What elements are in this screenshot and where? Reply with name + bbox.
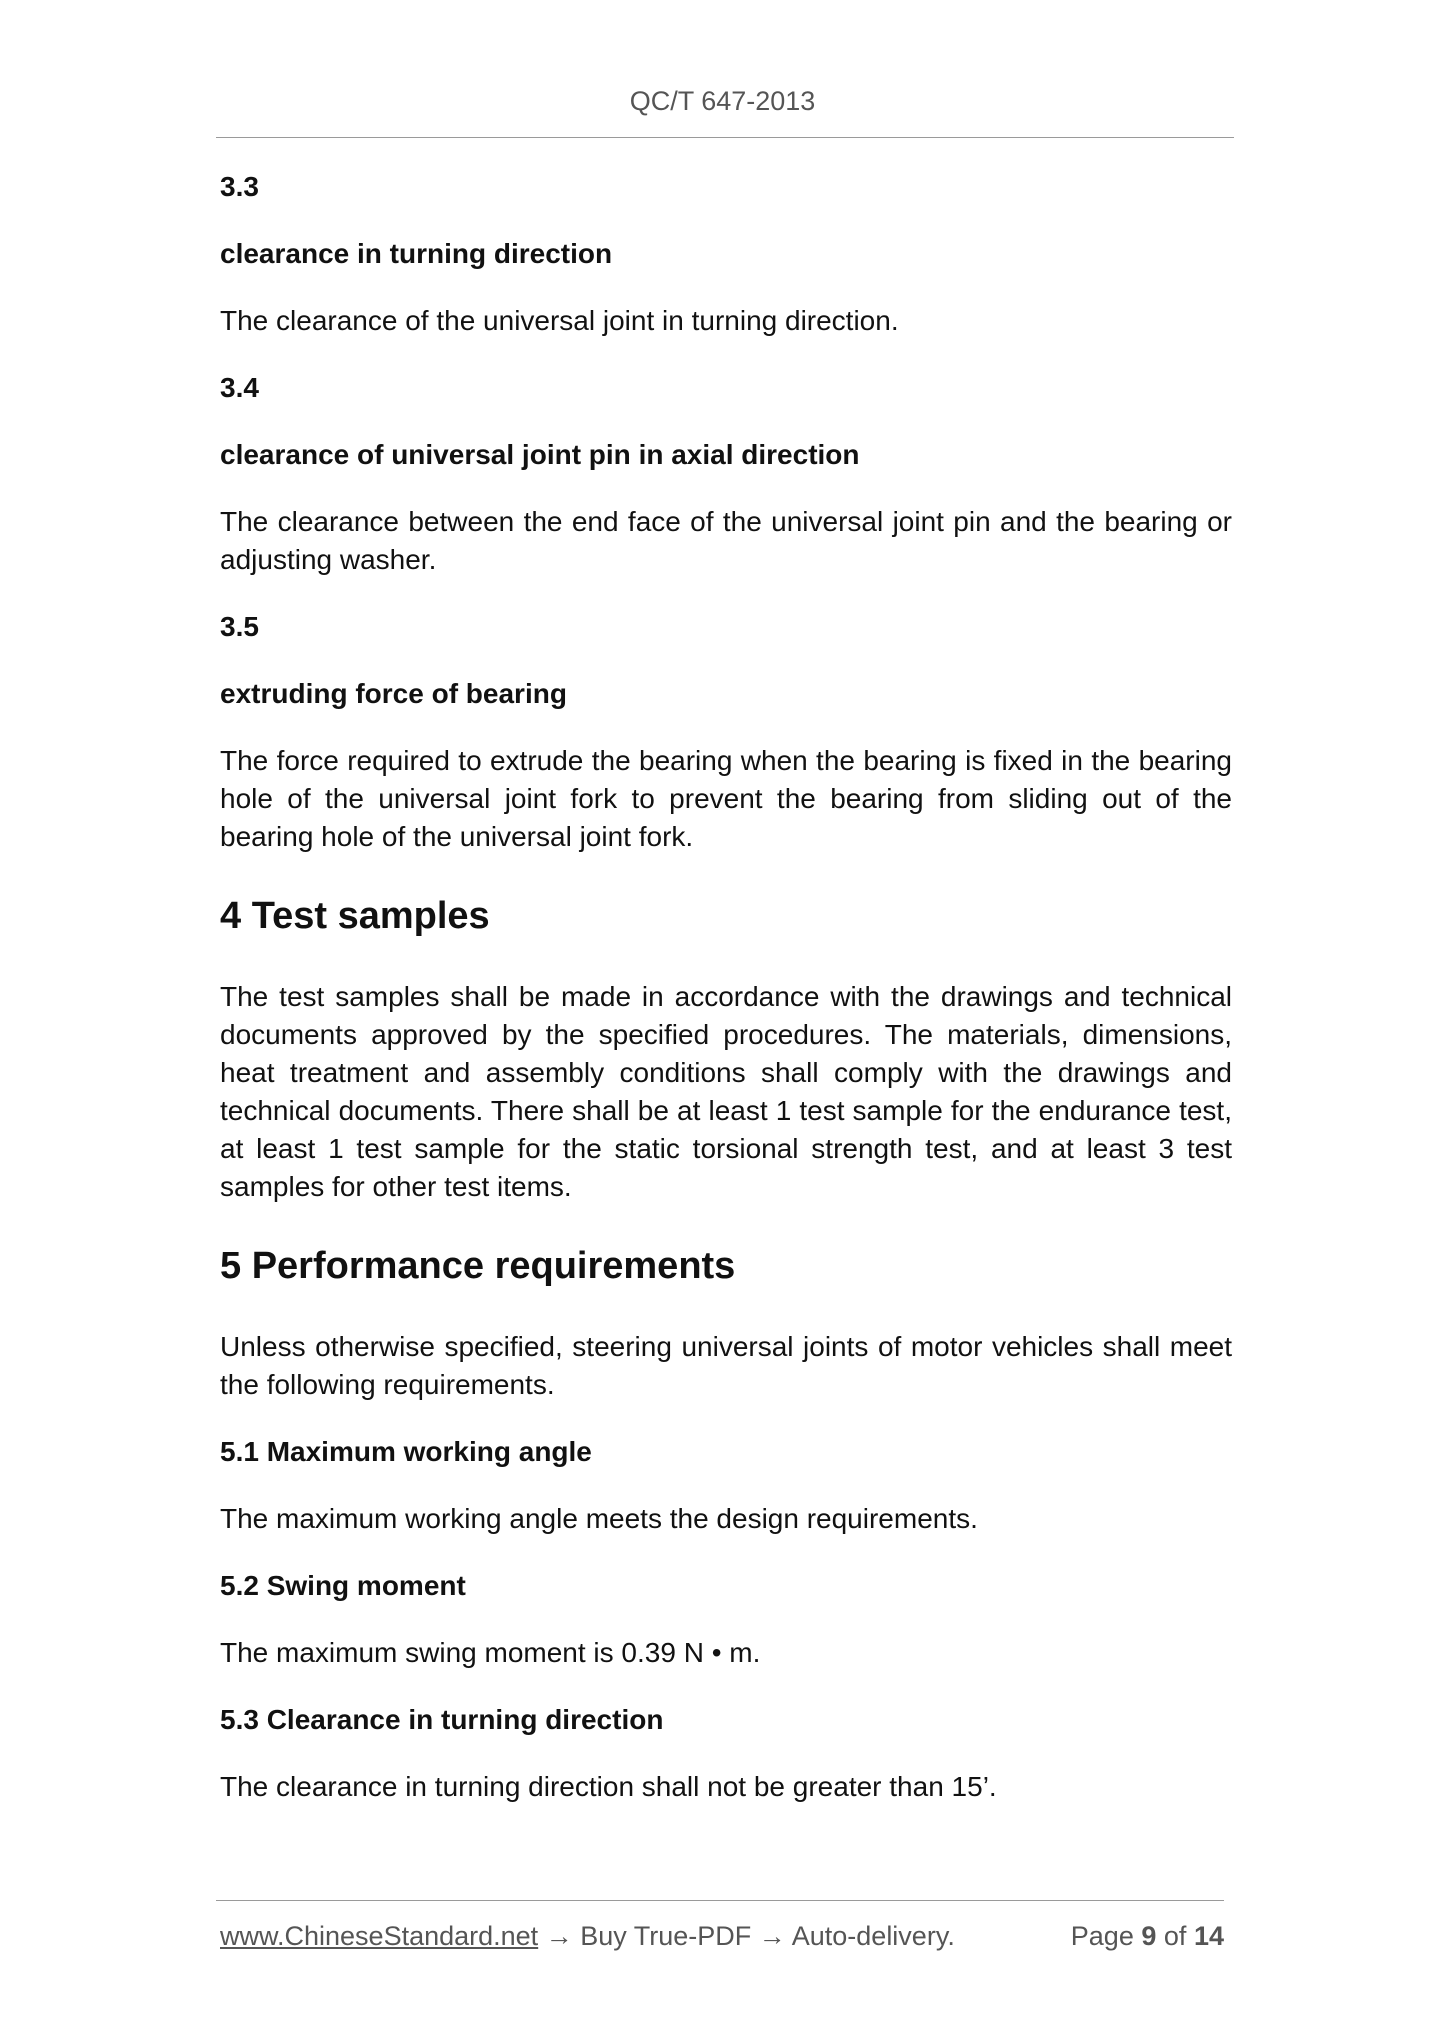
- footer-tagline: → Buy True-PDF → Auto-delivery.: [538, 1921, 955, 1951]
- section-4-body: The test samples shall be made in accordance with the drawings and technical documents approved by the specified procedures. The materials, dimensions, heat treatment and assembly conditions shall comply with the drawings and technical documents. There shall be at least 1 test sample for the endurance test, at least 1 test sample for the static torsional strength test, and at least 3 test samples for other test items.: [220, 981, 1232, 1202]
- page-indicator: [1071, 1921, 1224, 1952]
- page-of-label: of: [1163, 1921, 1187, 1951]
- clause-3-4-number: 3.4: [220, 372, 259, 403]
- header-divider: [216, 137, 1234, 138]
- clause-5-2-body: The maximum swing moment is 0.39 N • m.: [220, 1637, 761, 1668]
- page-label: Page: [1070, 1921, 1134, 1951]
- section-5-intro: Unless otherwise specified, steering universal joints of motor vehicles shall meet the following requirements.: [220, 1331, 1232, 1400]
- section-5-heading: 5 Performance requirements: [220, 1245, 736, 1287]
- clause-3-4-definition: The clearance between the end face of the universal joint pin and the bearing or adjusting washer.: [220, 506, 1232, 575]
- page-content: [220, 168, 1232, 1806]
- clause-5-2-heading: 5.2 Swing moment: [220, 1570, 466, 1601]
- clause-3-4-term: clearance of universal joint pin in axial direction: [220, 439, 860, 470]
- footer-divider: [216, 1900, 1224, 1901]
- clause-3-5-number: 3.5: [220, 611, 259, 642]
- clause-5-3-body: The clearance in turning direction shall not be greater than 15’.: [220, 1771, 997, 1802]
- section-4-heading: 4 Test samples: [220, 895, 490, 937]
- clause-3-3-number: 3.3: [220, 171, 259, 202]
- current-page-number: 9: [1141, 1921, 1157, 1951]
- document-code-header: QC/T 647-2013: [629, 86, 816, 116]
- clause-3-5-definition: The force required to extrude the bearing when the bearing is fixed in the bearing hole of the universal joint fork to prevent the bearing from sliding out of the bearing hole of the universal joint fork.: [220, 745, 1232, 852]
- clause-3-5-term: extruding force of bearing: [220, 678, 567, 709]
- clause-5-1-body: The maximum working angle meets the design requirements.: [220, 1503, 978, 1534]
- clause-5-3-heading: 5.3 Clearance in turning direction: [220, 1704, 664, 1735]
- total-pages-number: 14: [1193, 1921, 1224, 1951]
- clause-5-1-heading: 5.1 Maximum working angle: [220, 1436, 592, 1467]
- website-link[interactable]: www.ChineseStandard.net: [220, 1921, 539, 1951]
- clause-3-3-term: clearance in turning direction: [220, 238, 613, 269]
- clause-3-3-definition: The clearance of the universal joint in turning direction.: [220, 305, 899, 336]
- footer-promo: [220, 1921, 955, 1952]
